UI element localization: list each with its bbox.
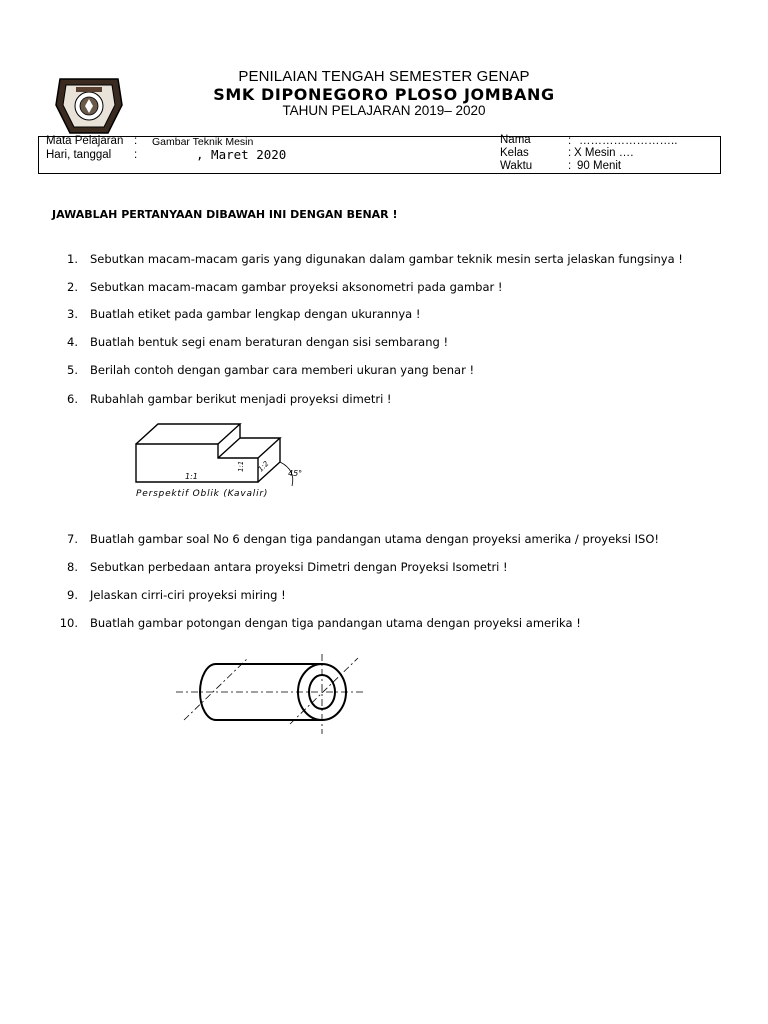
hollow-cylinder-figure <box>172 650 367 740</box>
side-scale-label: 1:1 <box>237 460 245 472</box>
subject-label: Mata Pelajaran <box>46 135 124 147</box>
question-number: 1. <box>67 252 78 266</box>
question-text: Buatlah etiket pada gambar lengkap dengan ukurannya ! <box>90 307 421 321</box>
question-number: 7. <box>67 532 78 546</box>
academic-year: TAHUN PELAJARAN 2019– 2020 <box>282 103 486 118</box>
instruction-text: JAWABLAH PERTANYAAN DIBAWAH INI DENGAN BENAR ! <box>52 208 398 221</box>
question-text: Buatlah gambar potongan dengan tiga pandangan utama dengan proyeksi amerika ! <box>90 616 581 630</box>
figure-caption: Perspektif Oblik (Kavalir) <box>136 489 269 499</box>
duration-value: 90 Menit <box>577 160 622 172</box>
name-colon: : <box>568 135 572 147</box>
class-value: X Mesin …. <box>574 147 634 159</box>
class-colon: : <box>568 147 572 159</box>
date-value: , Maret 2020 <box>196 147 287 162</box>
duration-label: Waktu <box>500 160 533 172</box>
angle-label: 45° <box>288 469 303 478</box>
question-number: 10. <box>59 616 78 630</box>
subject-colon: : <box>134 135 138 147</box>
class-label: Kelas <box>500 147 529 159</box>
exam-title: PENILAIAN TENGAH SEMESTER GENAP <box>238 68 530 85</box>
oblique-block-figure <box>130 420 320 502</box>
date-colon: : <box>134 149 138 161</box>
question-number: 4. <box>67 335 78 349</box>
question-text: Jelaskan cirri-ciri proyeksi miring ! <box>90 588 286 602</box>
question-number: 5. <box>67 363 78 377</box>
question-number: 9. <box>67 588 78 602</box>
question-number: 6. <box>67 392 78 406</box>
school-name: SMK DIPONEGORO PLOSO JOMBANG <box>213 85 555 104</box>
question-number: 2. <box>67 280 78 294</box>
exam-info-box <box>38 136 721 174</box>
question-text: Rubahlah gambar berikut menjadi proyeksi dimetri ! <box>90 392 392 406</box>
date-label: Hari, tanggal <box>46 149 112 161</box>
question-text: Sebutkan macam-macam garis yang digunakan dalam gambar teknik mesin serta jelaskan fungsinya ! <box>90 252 683 266</box>
name-label: Nama <box>500 134 531 146</box>
duration-colon: : <box>568 160 572 172</box>
name-value: …………………….. <box>579 135 678 147</box>
question-number: 8. <box>67 560 78 574</box>
front-scale-label: 1:1 <box>185 472 198 481</box>
question-text: Sebutkan macam-macam gambar proyeksi aksonometri pada gambar ! <box>90 280 503 294</box>
question-text: Sebutkan perbedaan antara proyeksi Dimetri dengan Proyeksi Isometri ! <box>90 560 508 574</box>
subject-value: Gambar Teknik Mesin <box>152 136 254 148</box>
question-number: 3. <box>67 307 78 321</box>
question-text: Berilah contoh dengan gambar cara memberi ukuran yang benar ! <box>90 363 475 377</box>
depth-scale-label: 1:2 <box>256 459 271 474</box>
question-text: Buatlah bentuk segi enam beraturan dengan sisi sembarang ! <box>90 335 449 349</box>
question-text: Buatlah gambar soal No 6 dengan tiga pandangan utama dengan proyeksi amerika / proyeksi ISO! <box>90 532 659 546</box>
